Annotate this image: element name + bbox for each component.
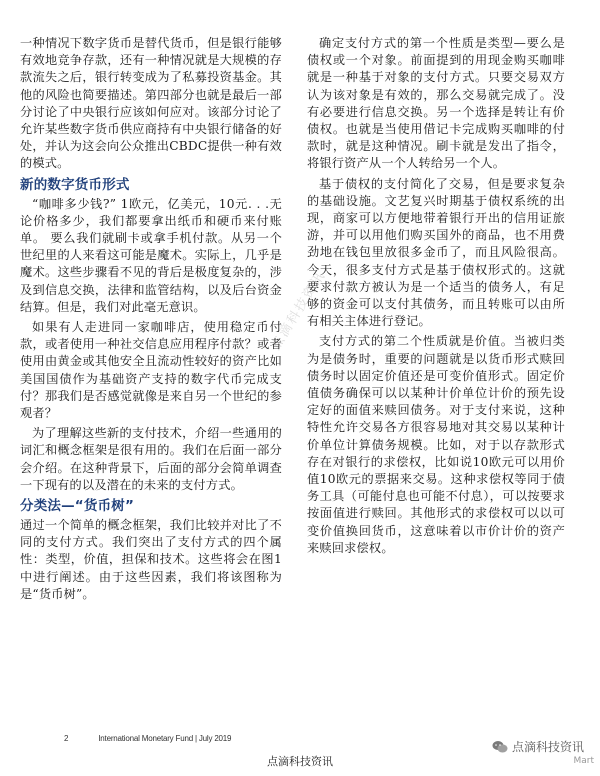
watermark-text: 点滴科技资讯 [268,268,329,353]
page-number: 2 [64,734,69,743]
wechat-icon [492,740,508,754]
left-paragraph-4: 为了理解这些新的支付技术，介绍一些通用的词汇和概念框架是很有用的。我们在后面一部分会介绍。在这种背景下，后面的部分会简单调查一下现有的以及潜在的未来的支付方式。 [20,426,282,492]
left-paragraph-5: 通过一个简单的概念框架，我们比较并对比了不同的支付方式。我们突出了支付方式的四个属性：类型，价值，担保和技术。这些将会在图1中进行阐述。由于这些因素，我们将该图称为是“货币树”。 [20,518,282,601]
source-label: 点滴科技资讯 [267,755,333,768]
publication-name: International Monetary Fund | July 2019 [98,734,232,743]
section-heading-new-digital-money: 新的数字货币形式 [20,176,130,193]
left-column [20,35,282,606]
right-paragraph-1: 确定支付方式的第一个性质是类型—要么是债权或一个对象。前面提到的用现金购买咖啡就是一种基于对象的支付方式。只要交易双方认为该对象是有效的，那么交易就完成了。没有必要进行信息交换。另一个选择是转让有价债权。也就是当使用借记卡完成购买咖啡的付款时，就是这种情况。刷卡就是发出了指令，将银行资产从一个人转给另一个人。 [307,36,565,171]
corner-mark: Mart [573,756,594,766]
section-heading-money-tree: 分类法—“货币树” [20,498,135,515]
right-paragraph-2: 基于债权的支付简化了交易，但是要求复杂的基础设施。文艺复兴时期基于债权系统的出现，商家可以方便地带着银行开出的信用证旅游，并可以用他们购买国外的商品，也不用费劲地在钱包里放很多金币了，而且风险很高。今天，很多支付方式是基于债权形式的。这就要求付款方被认为是一个适当的债务人，有足够的资金可以支付其债务，而且转账可以由所有相关主体进行登记。 [307,176,565,329]
wechat-badge [492,738,584,755]
left-paragraph-3: 如果有人走进同一家咖啡店，使用稳定币付款，或者使用一种社交信息应用程序付款？或者使用由黄金或其他安全且流动性较好的资产比如美国国债作为基础资产支持的数字代币完成支付？那我们是否感觉就像是来自另一个世纪的参观者？ [20,320,282,421]
badge-label: 点滴科技资讯 [511,740,584,754]
right-column [307,35,565,560]
right-paragraph-3: 支付方式的第二个性质就是价值。当被归类为是债务时，重要的问题就是以货币形式赎回债务时以固定价值还是可变价值形式。固定价值债务确保可以以某种计价单位计价的预先设定好的面值来赎回债务。对于支付来说，这种特性允许交易各方很容易地对其交易以某种计价单位计算债务规模。比如，对于以存款形式存在对银行的求偿权，比如说10欧元可以用价值10欧元的票据来交易。这种求偿权等同于债务工具（可能付息也可能不付息），可以按要求按面值进行赎回。其他形式的求偿权可以以可变价值换回货币，这意味着以市价计价的资产来赎回求偿权。 [307,334,565,555]
left-paragraph-1: 一种情况下数字货币是替代货币，但是银行能够有效地竞争存款，还有一种情况就是大规模的存款流失之后，银行转变成为了私募投资基金。其他的风险也简要描述。第四部分也就是最后一部分讨论了中央银行应该如何应对。该部分讨论了允许某些数字货币供应商持有中央银行储备的好处，并认为这会向公众推出CBDC提供一种有效的模式。 [20,36,282,171]
page-footer [64,734,231,743]
left-paragraph-2: “咖啡多少钱?” 1欧元，亿美元，10元. . .无论价格多少，我们都要拿出纸币和硬币来付账单。 要么我们就刷卡或拿手机付款。从另一个世纪里的人来看这可能是魔术。实际上，几乎是魔术。这些步骤看不见的背后是极度复杂的，涉及到信息交换，法律和监管结构，以及后台资金结算。但是，我们对此毫无意识。 [20,196,282,314]
